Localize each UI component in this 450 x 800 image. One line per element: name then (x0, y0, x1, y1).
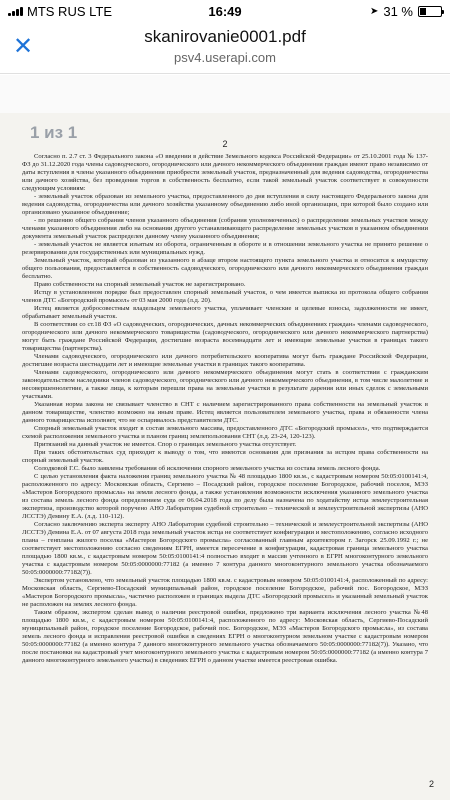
document-paragraph: Согласно заключению эксперта эксперту АНО Лаборатория судебной строительно – технической и землеустроительной экспертизы (АНО ЛССТЭ) Демина Е.А. от 07 августа 2018 года земельный участок истца не соответствует конфигурации и местоположению, согласно исходного плана – генплана жилого поселка «Мастеров Богородского промысла» согласованный главным архитектором г. Загорск 25.09.1992 г.; не соответствует местоположению согласно сведениям ЕГРН, имеется пересечение в конфигурации, кадастровая граница земельного участка площадью 1800 кв.м., с кадастровым номером 50:05:0100141:4 полностью входит в массив учтенного в ЕГРН многоконтурного земельного участка с кадастровым номером 50:05:0000000:77182 (а именно 7 контура данного многоконтурного земельного участка обозначаемого 50:05:0000000:77182(7)). (22, 521, 428, 576)
document-paragraph: При таких обстоятельствах суд приходит к выводу о том, что имеются основания для признания за истцом права собственности на спорный земельный участок. (22, 449, 428, 464)
close-icon[interactable]: ✕ (12, 33, 34, 60)
document-paragraph: Спорный земельный участок входит в состав земельного массива, предоставленного ДТС «Богородский промысел», что подтверждается схемой расположения земельного участка и планом границ землепользования СНТ (л.д. 23-24, 120-123). (22, 425, 428, 440)
location-arrow-icon: ➤ (369, 5, 379, 17)
battery-level (420, 8, 426, 15)
page-number-top: 2 (222, 139, 228, 149)
navigation-bar (0, 22, 450, 74)
document-paragraph: Указанная норма закона не связывает членство в СНТ с наличием зарегистрированного права собственности на земельный участок в данном товариществе, членство возможно на иным праве. Истец является пользователем земельного участка, права и обязанности члена данного товарищества исполняет, что не оспаривалось представителем ДТС. (22, 401, 428, 424)
page-number-bottom: 2 (428, 779, 434, 789)
clock: 16:49 (208, 3, 242, 19)
document-paragraph: Таким образом, экспертом сделан вывод о наличии реестровой ошибки, предложено три варианта исключения лесного участка №48 площадью 1800 кв.м., с кадастровым номером 50:05:0100141:4, расположенного по адресу: Московская область, Сергиево-Посадский муниципальный район, городское поселение Богородское, рабочий пос. Богородское, МЭЗ «Мастеров Богородского промысла», из состава земель лесного фонда и исправления реестровой ошибки в сведениях ЕГРН о многоконтурном земельном участке с кадастровым номером 50:05:0000000:77182 (а именно контура 7 данного многоконтурного земельного участка обозначаемого 50:05:0000000:77182(7)). Указано, что после постановки на кадастровый учет многоконтурного земельного участка с кадастровым номером 50:05:0000000:77182 (а именно контура 7 данного многоконтурного земельного участка) в сведениях ЕГРН о данном участке имеется реестровая ошибка. (22, 609, 428, 664)
document-paragraph: Солодковой Г.С. было заявлены требования об исключении спорного земельного участка из состава земель лесного фонда. (34, 465, 381, 472)
document-paragraph: - земельный участок образован из земельного участка, предоставленного до дня вступления в силу настоящего Федерального закона для ведения садоводства, огородничества или дачного хозяйства указанному объединению либо иной организации, при которой было создано или организовано указанное объединение; (22, 193, 428, 216)
document-source: psv4.userapi.com (174, 50, 276, 65)
document-paragraph: С целью установления факта наложения границ земельного участка № 48 площадью 1800 кв.м., с кадастровым номером 50:05:0100141:4, расположенного по адресу: Московская область, Сергиево – Посадский район, городское поселение Богородское, рабочий поселок, МЭЗ «Мастеров Богородского промысла» на земли лесного фонда, а также установления возможности исключения указанного земельного участка из состава земель лесного фонда определением суда от 06.04.2018 года по делу была назначена по ходатайству истца землеустроительная экспертиза, производство которой поручено АНО Лаборатория судебной строительно – технической и землеустроительной экспертизы (АНО ЛССТЭ) Демину Е.А. (л.д. 110-112). (22, 473, 428, 520)
document-paragraph: Притязаний на данный участок не имеется. Спор о границах земельного участка отсутствует. (34, 441, 297, 448)
document-paragraph: Право собственности на спорный земельный участок не зарегистрировано. (34, 281, 246, 288)
document-paragraph: В соответствии со ст.18 ФЗ «О садоводческих, огороднических, дачных некоммерческих объединениях граждан» членами садоводческого, огороднического или дачного некоммерческого товарищества (садоводческого, огороднического или дачного некоммерческого партнерства) могут быть граждане Российской Федерации, достигшие возраста восемнадцати лет и имеющие земельные участки в границах такого товарищества (партнерства). (22, 321, 428, 352)
document-paragraph: - земельный участок не является изъятым из оборота, ограниченным в обороте и в отношении земельного участка не принято решение о резервировании для государственных или муниципальных нужд. (22, 241, 428, 256)
document-paragraph: Истцу в установленном порядке был предоставлен спорный земельный участок, о чем имеется выписка из протокола общего собрания членов ДТС «Богородский промысел» от 03 мая 2000 года (л.д. 20). (22, 289, 428, 304)
document-paragraph: Истец является добросовестным владельцем земельного участка, уплачивает членские и целевые взносы, задолженности не имеет, обрабатывает земельный участок. (22, 305, 428, 320)
document-paragraph: Земельный участок, который образован из указанного в абзаце втором настоящего пункта земельного участка и относится к имуществу общего пользования, предоставляется в собственность садоводческого, огороднического или дачного некоммерческого объединения граждан бесплатно. (22, 257, 428, 280)
document-paragraph: Экспертом установлено, что земельный участок площадью 1800 кв.м. с кадастровым номером 50:05:0100141:4, расположенный по адресу: Московская область, Сергиево-Посадский муниципальный район, городское поселение Богородское, рабочий пос. Богородское, МЭЗ «Мастеров Богородского промысла», частично расположен в границах выдела ДТС «Богородский промысел» и указанный земельный участок не расположен на землях лесного фонда. (22, 577, 428, 608)
status-right (370, 4, 442, 19)
battery-icon (418, 6, 442, 17)
document-paragraph: Согласно п. 2.7 ст. 3 Федерального закона «О введении в действие Земельного кодекса Российской Федерации» от 25.10.2001 года № 137-ФЗ до 31.12.2020 года члены садоводческого, огороднического или дачного некоммерческого объединения граждан имеют право независимо от даты вступления в члены указанного объединения приобрести земельный участок, предназначенный для ведения садоводства, огородничества или дачного хозяйства, без проведения торгов в собственность бесплатно, если такой земельный участок соответствует в совокупности следующим условиям: (22, 153, 428, 192)
status-left (8, 4, 112, 19)
document-paragraph: Членами садоводческого, огороднического или дачного некоммерческого объединения могут стать в соответствии с гражданским законодательством наследники членов садоводческого, огороднического или дачного некоммерческого объединения, в том числе малолетние и несовершеннолетние, а также лица, к которым перешли права на земельные участки в результате дарения или иных сделок с земельными участками. (22, 369, 428, 400)
pdf-viewer[interactable] (0, 75, 450, 800)
carrier-label: MTS RUS LTE (27, 3, 112, 19)
document-page (0, 113, 450, 800)
signal-strength-icon (8, 6, 23, 16)
battery-percent: 31 % (383, 3, 413, 19)
document-body (22, 153, 428, 665)
document-title: skanirovanie0001.pdf (144, 27, 306, 46)
status-bar (0, 0, 450, 22)
page-indicator: 1 из 1 (30, 123, 78, 142)
document-paragraph: Членами садоводческого, огороднического или дачного потребительского кооператива могут быть граждане Российской Федерации, достигшие возраста шестнадцати лет и имеющие земельные участки в границах такого кооператива. (22, 353, 428, 368)
document-paragraph: - по решению общего собрания членов указанного объединения (собрания уполномоченных) о распределении земельных участков между членами указанного объединения либо на основании другого устанавливающего распределение земельных участков в указанном объединении документа земельный участок распределен данному члену указанного объединения; (22, 217, 428, 240)
